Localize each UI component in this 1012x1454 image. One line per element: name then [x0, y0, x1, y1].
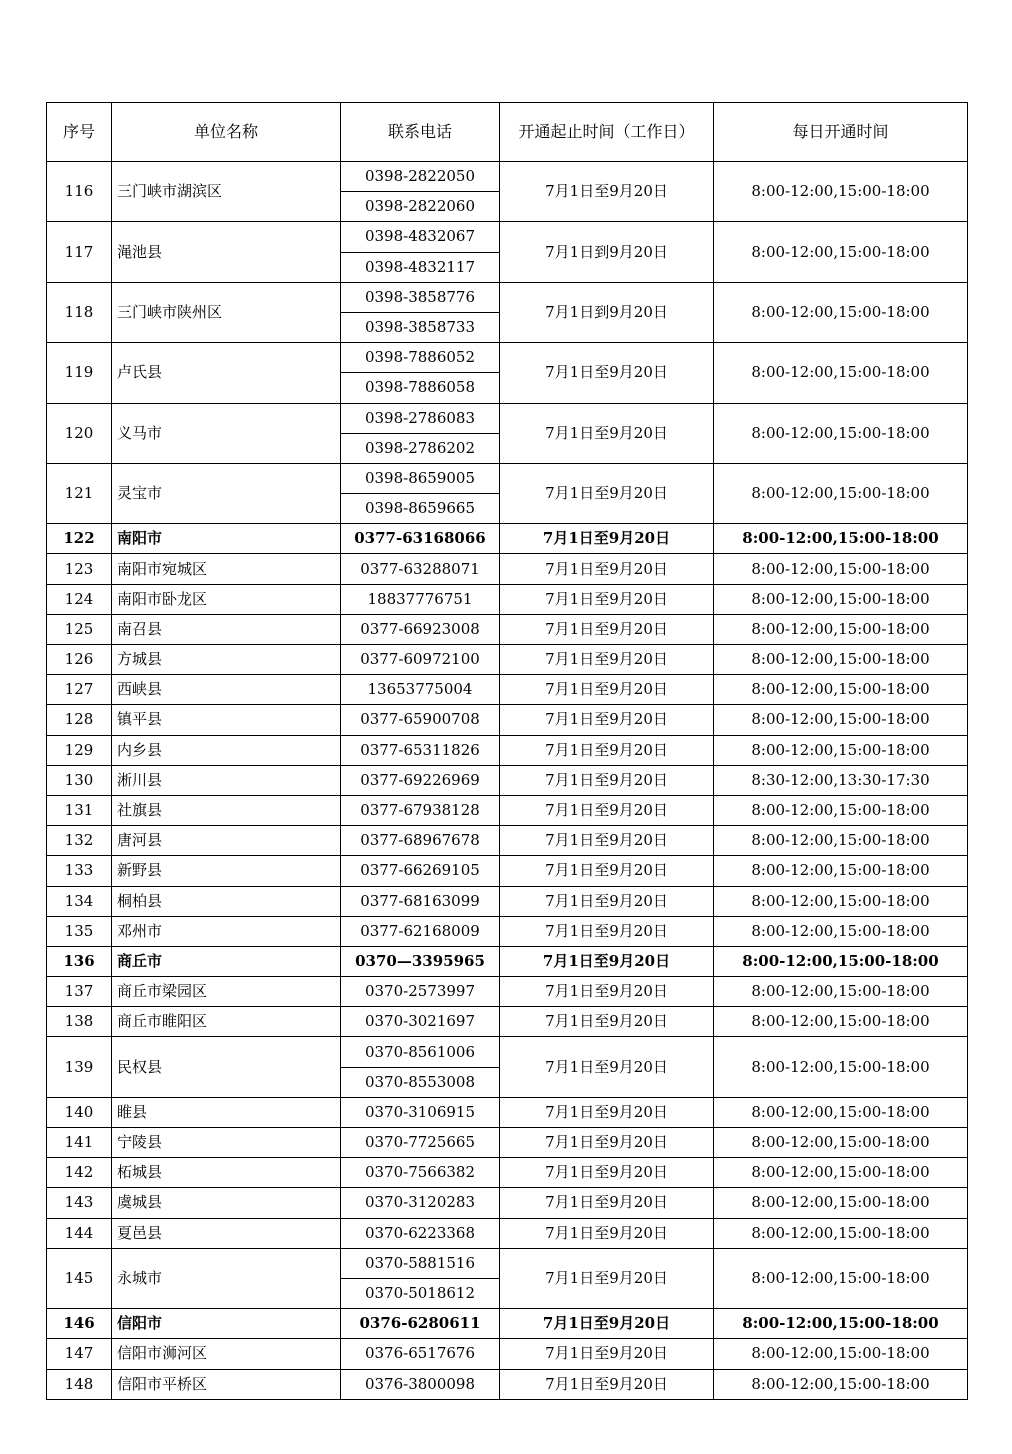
open-period-cell: 7月1日至9月20日	[500, 1188, 714, 1218]
phone-cell: 0370-3120283	[341, 1188, 500, 1218]
table-row	[47, 795, 968, 825]
open-period-cell: 7月1日至9月20日	[500, 946, 714, 976]
unit-name-cell: 虞城县	[112, 1188, 341, 1218]
unit-name-cell: 新野县	[112, 856, 341, 886]
phone-cell: 0377-66269105	[341, 856, 500, 886]
daily-hours-cell: 8:00-12:00,15:00-18:00	[714, 1309, 968, 1339]
daily-hours-cell: 8:00-12:00,15:00-18:00	[714, 675, 968, 705]
phone-cell: 0377-68163099	[341, 886, 500, 916]
phone-cell: 0398-8659665	[341, 494, 500, 524]
open-period-cell: 7月1日至9月20日	[500, 1339, 714, 1369]
open-period-cell: 7月1日到9月20日	[500, 222, 714, 282]
unit-name-cell: 唐河县	[112, 826, 341, 856]
open-period-cell: 7月1日至9月20日	[500, 463, 714, 523]
unit-name-cell: 镇平县	[112, 705, 341, 735]
daily-hours-cell: 8:00-12:00,15:00-18:00	[714, 584, 968, 614]
serial-number-cell: 130	[47, 765, 112, 795]
serial-number-cell: 128	[47, 705, 112, 735]
daily-hours-cell: 8:00-12:00,15:00-18:00	[714, 946, 968, 976]
daily-hours-cell: 8:00-12:00,15:00-18:00	[714, 554, 968, 584]
table-row	[47, 162, 968, 192]
table-row	[47, 705, 968, 735]
serial-number-cell: 119	[47, 343, 112, 403]
serial-number-cell: 129	[47, 735, 112, 765]
daily-hours-cell: 8:00-12:00,15:00-18:00	[714, 1128, 968, 1158]
unit-name-cell: 灵宝市	[112, 463, 341, 523]
unit-name-cell: 商丘市梁园区	[112, 977, 341, 1007]
open-period-cell: 7月1日至9月20日	[500, 524, 714, 554]
table-row	[47, 1037, 968, 1067]
unit-name-cell: 信阳市浉河区	[112, 1339, 341, 1369]
table-row	[47, 645, 968, 675]
daily-hours-cell: 8:00-12:00,15:00-18:00	[714, 856, 968, 886]
unit-name-cell: 卢氏县	[112, 343, 341, 403]
unit-name-cell: 渑池县	[112, 222, 341, 282]
phone-cell: 0377-66923008	[341, 614, 500, 644]
unit-name-cell: 方城县	[112, 645, 341, 675]
table-row	[47, 343, 968, 373]
serial-number-cell: 127	[47, 675, 112, 705]
unit-name-cell: 义马市	[112, 403, 341, 463]
serial-number-cell: 126	[47, 645, 112, 675]
table-row	[47, 826, 968, 856]
header-open-period: 开通起止时间（工作日）	[500, 103, 714, 162]
serial-number-cell: 136	[47, 946, 112, 976]
phone-cell: 0370-2573997	[341, 977, 500, 1007]
phone-cell: 0370-7725665	[341, 1128, 500, 1158]
unit-name-cell: 南阳市宛城区	[112, 554, 341, 584]
unit-name-cell: 邓州市	[112, 916, 341, 946]
phone-cell: 0398-7886058	[341, 373, 500, 403]
contact-table	[46, 102, 968, 1400]
open-period-cell: 7月1日至9月20日	[500, 645, 714, 675]
daily-hours-cell: 8:00-12:00,15:00-18:00	[714, 645, 968, 675]
phone-cell: 0370-5881516	[341, 1248, 500, 1278]
phone-cell: 0376-6517676	[341, 1339, 500, 1369]
open-period-cell: 7月1日至9月20日	[500, 765, 714, 795]
phone-cell: 0370-8561006	[341, 1037, 500, 1067]
open-period-cell: 7月1日至9月20日	[500, 1007, 714, 1037]
phone-cell: 0398-4832067	[341, 222, 500, 252]
unit-name-cell: 社旗县	[112, 795, 341, 825]
phone-cell: 0398-2822050	[341, 162, 500, 192]
table-row	[47, 916, 968, 946]
daily-hours-cell: 8:00-12:00,15:00-18:00	[714, 1158, 968, 1188]
table-row	[47, 1007, 968, 1037]
serial-number-cell: 123	[47, 554, 112, 584]
phone-cell: 0370-7566382	[341, 1158, 500, 1188]
table-row	[47, 1218, 968, 1248]
open-period-cell: 7月1日至9月20日	[500, 1218, 714, 1248]
open-period-cell: 7月1日至9月20日	[500, 856, 714, 886]
serial-number-cell: 117	[47, 222, 112, 282]
header-row	[47, 103, 968, 162]
serial-number-cell: 116	[47, 162, 112, 222]
daily-hours-cell: 8:00-12:00,15:00-18:00	[714, 222, 968, 282]
unit-name-cell: 三门峡市湖滨区	[112, 162, 341, 222]
phone-cell: 0398-2786083	[341, 403, 500, 433]
serial-number-cell: 120	[47, 403, 112, 463]
unit-name-cell: 永城市	[112, 1248, 341, 1308]
phone-cell: 18837776751	[341, 584, 500, 614]
daily-hours-cell: 8:00-12:00,15:00-18:00	[714, 916, 968, 946]
open-period-cell: 7月1日至9月20日	[500, 343, 714, 403]
serial-number-cell: 141	[47, 1128, 112, 1158]
open-period-cell: 7月1日至9月20日	[500, 614, 714, 644]
unit-name-cell: 西峡县	[112, 675, 341, 705]
open-period-cell: 7月1日至9月20日	[500, 1037, 714, 1097]
phone-cell: 0370-5018612	[341, 1278, 500, 1308]
phone-cell: 0377-63168066	[341, 524, 500, 554]
unit-name-cell: 南阳市卧龙区	[112, 584, 341, 614]
serial-number-cell: 124	[47, 584, 112, 614]
open-period-cell: 7月1日到9月20日	[500, 282, 714, 342]
daily-hours-cell: 8:00-12:00,15:00-18:00	[714, 1188, 968, 1218]
table-row	[47, 946, 968, 976]
serial-number-cell: 143	[47, 1188, 112, 1218]
serial-number-cell: 135	[47, 916, 112, 946]
open-period-cell: 7月1日至9月20日	[500, 675, 714, 705]
open-period-cell: 7月1日至9月20日	[500, 1097, 714, 1127]
serial-number-cell: 132	[47, 826, 112, 856]
daily-hours-cell: 8:00-12:00,15:00-18:00	[714, 886, 968, 916]
phone-cell: 0398-2822060	[341, 192, 500, 222]
table-row	[47, 463, 968, 493]
unit-name-cell: 商丘市	[112, 946, 341, 976]
phone-cell: 0377-65311826	[341, 735, 500, 765]
serial-number-cell: 118	[47, 282, 112, 342]
phone-cell: 0398-3858733	[341, 312, 500, 342]
phone-cell: 0377-62168009	[341, 916, 500, 946]
unit-name-cell: 内乡县	[112, 735, 341, 765]
serial-number-cell: 131	[47, 795, 112, 825]
serial-number-cell: 121	[47, 463, 112, 523]
daily-hours-cell: 8:00-12:00,15:00-18:00	[714, 977, 968, 1007]
open-period-cell: 7月1日至9月20日	[500, 826, 714, 856]
header-daily-hours: 每日开通时间	[714, 103, 968, 162]
phone-cell: 0377-67938128	[341, 795, 500, 825]
unit-name-cell: 桐柏县	[112, 886, 341, 916]
daily-hours-cell: 8:00-12:00,15:00-18:00	[714, 524, 968, 554]
table-row	[47, 584, 968, 614]
open-period-cell: 7月1日至9月20日	[500, 916, 714, 946]
unit-name-cell: 信阳市平桥区	[112, 1369, 341, 1399]
serial-number-cell: 146	[47, 1309, 112, 1339]
phone-cell: 0398-4832117	[341, 252, 500, 282]
table-row	[47, 675, 968, 705]
open-period-cell: 7月1日至9月20日	[500, 554, 714, 584]
daily-hours-cell: 8:00-12:00,15:00-18:00	[714, 1097, 968, 1127]
serial-number-cell: 145	[47, 1248, 112, 1308]
serial-number-cell: 122	[47, 524, 112, 554]
serial-number-cell: 137	[47, 977, 112, 1007]
open-period-cell: 7月1日至9月20日	[500, 1158, 714, 1188]
phone-cell: 0377-69226969	[341, 765, 500, 795]
daily-hours-cell: 8:00-12:00,15:00-18:00	[714, 1369, 968, 1399]
daily-hours-cell: 8:00-12:00,15:00-18:00	[714, 1007, 968, 1037]
table-row	[47, 614, 968, 644]
phone-cell: 0377-65900708	[341, 705, 500, 735]
table-row	[47, 977, 968, 1007]
unit-name-cell: 商丘市睢阳区	[112, 1007, 341, 1037]
daily-hours-cell: 8:00-12:00,15:00-18:00	[714, 403, 968, 463]
unit-name-cell: 淅川县	[112, 765, 341, 795]
serial-number-cell: 139	[47, 1037, 112, 1097]
phone-cell: 0377-63288071	[341, 554, 500, 584]
open-period-cell: 7月1日至9月20日	[500, 1128, 714, 1158]
open-period-cell: 7月1日至9月20日	[500, 705, 714, 735]
table-row	[47, 1339, 968, 1369]
daily-hours-cell: 8:00-12:00,15:00-18:00	[714, 343, 968, 403]
open-period-cell: 7月1日至9月20日	[500, 403, 714, 463]
serial-number-cell: 125	[47, 614, 112, 644]
open-period-cell: 7月1日至9月20日	[500, 977, 714, 1007]
daily-hours-cell: 8:00-12:00,15:00-18:00	[714, 1037, 968, 1097]
table-row	[47, 1128, 968, 1158]
phone-cell: 0370-8553008	[341, 1067, 500, 1097]
table-row	[47, 1248, 968, 1278]
table-row	[47, 735, 968, 765]
table-row	[47, 403, 968, 433]
serial-number-cell: 144	[47, 1218, 112, 1248]
serial-number-cell: 148	[47, 1369, 112, 1399]
open-period-cell: 7月1日至9月20日	[500, 795, 714, 825]
table-body	[47, 162, 968, 1400]
table-row	[47, 1188, 968, 1218]
phone-cell: 0398-3858776	[341, 282, 500, 312]
daily-hours-cell: 8:00-12:00,15:00-18:00	[714, 1248, 968, 1308]
phone-cell: 0398-2786202	[341, 433, 500, 463]
unit-name-cell: 宁陵县	[112, 1128, 341, 1158]
serial-number-cell: 133	[47, 856, 112, 886]
serial-number-cell: 134	[47, 886, 112, 916]
phone-cell: 0370-6223368	[341, 1218, 500, 1248]
daily-hours-cell: 8:00-12:00,15:00-18:00	[714, 614, 968, 644]
phone-cell: 13653775004	[341, 675, 500, 705]
phone-cell: 0398-8659005	[341, 463, 500, 493]
phone-cell: 0370-3021697	[341, 1007, 500, 1037]
open-period-cell: 7月1日至9月20日	[500, 584, 714, 614]
daily-hours-cell: 8:00-12:00,15:00-18:00	[714, 795, 968, 825]
open-period-cell: 7月1日至9月20日	[500, 886, 714, 916]
daily-hours-cell: 8:00-12:00,15:00-18:00	[714, 463, 968, 523]
open-period-cell: 7月1日至9月20日	[500, 735, 714, 765]
phone-cell: 0377-68967678	[341, 826, 500, 856]
header-contact-phone: 联系电话	[341, 103, 500, 162]
open-period-cell: 7月1日至9月20日	[500, 1369, 714, 1399]
open-period-cell: 7月1日至9月20日	[500, 1248, 714, 1308]
unit-name-cell: 柘城县	[112, 1158, 341, 1188]
table-row	[47, 1309, 968, 1339]
serial-number-cell: 142	[47, 1158, 112, 1188]
daily-hours-cell: 8:00-12:00,15:00-18:00	[714, 735, 968, 765]
phone-cell: 0370-3106915	[341, 1097, 500, 1127]
table-row	[47, 765, 968, 795]
unit-name-cell: 南阳市	[112, 524, 341, 554]
daily-hours-cell: 8:30-12:00,13:30-17:30	[714, 765, 968, 795]
table-row	[47, 1369, 968, 1399]
daily-hours-cell: 8:00-12:00,15:00-18:00	[714, 826, 968, 856]
header-unit-name: 单位名称	[112, 103, 341, 162]
open-period-cell: 7月1日至9月20日	[500, 1309, 714, 1339]
daily-hours-cell: 8:00-12:00,15:00-18:00	[714, 282, 968, 342]
header-serial-number: 序号	[47, 103, 112, 162]
daily-hours-cell: 8:00-12:00,15:00-18:00	[714, 162, 968, 222]
contact-table-sheet	[46, 102, 967, 1400]
open-period-cell: 7月1日至9月20日	[500, 162, 714, 222]
phone-cell: 0370—3395965	[341, 946, 500, 976]
daily-hours-cell: 8:00-12:00,15:00-18:00	[714, 1218, 968, 1248]
phone-cell: 0376-6280611	[341, 1309, 500, 1339]
serial-number-cell: 140	[47, 1097, 112, 1127]
table-row	[47, 524, 968, 554]
table-row	[47, 886, 968, 916]
table-row	[47, 282, 968, 312]
unit-name-cell: 南召县	[112, 614, 341, 644]
daily-hours-cell: 8:00-12:00,15:00-18:00	[714, 705, 968, 735]
table-row	[47, 856, 968, 886]
phone-cell: 0376-3800098	[341, 1369, 500, 1399]
unit-name-cell: 三门峡市陕州区	[112, 282, 341, 342]
table-row	[47, 1158, 968, 1188]
unit-name-cell: 睢县	[112, 1097, 341, 1127]
unit-name-cell: 信阳市	[112, 1309, 341, 1339]
table-row	[47, 222, 968, 252]
table-row	[47, 554, 968, 584]
table-row	[47, 1097, 968, 1127]
unit-name-cell: 民权县	[112, 1037, 341, 1097]
phone-cell: 0398-7886052	[341, 343, 500, 373]
serial-number-cell: 147	[47, 1339, 112, 1369]
phone-cell: 0377-60972100	[341, 645, 500, 675]
serial-number-cell: 138	[47, 1007, 112, 1037]
unit-name-cell: 夏邑县	[112, 1218, 341, 1248]
daily-hours-cell: 8:00-12:00,15:00-18:00	[714, 1339, 968, 1369]
